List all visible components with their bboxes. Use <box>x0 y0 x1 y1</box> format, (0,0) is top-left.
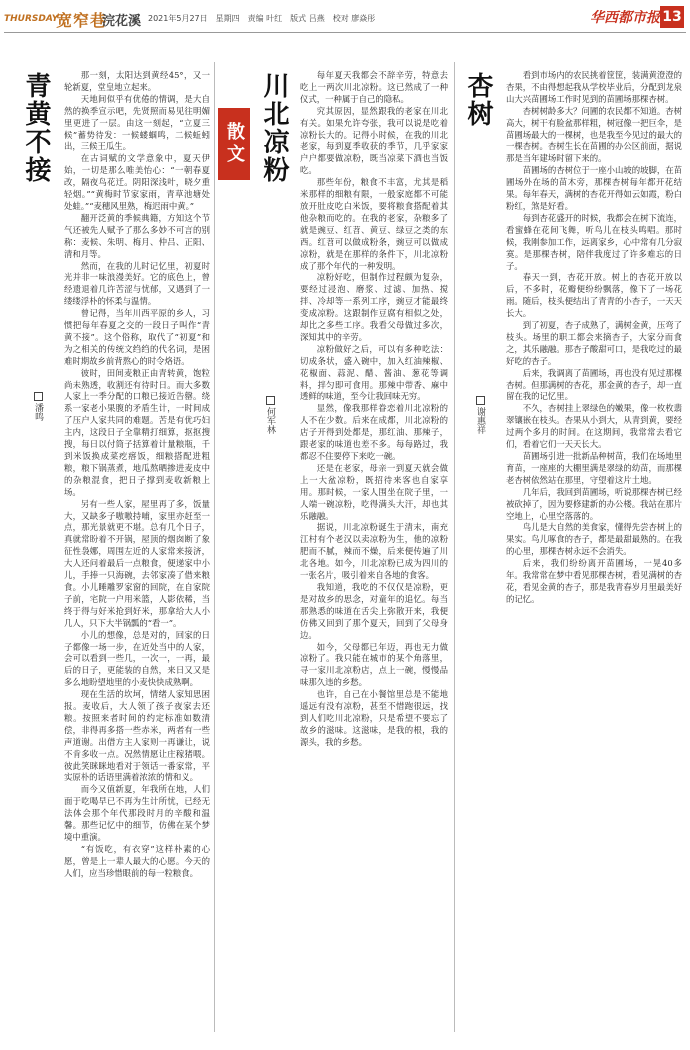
article-paragraph: 我知道，我吃的不仅仅是凉粉，更是对故乡的思念，对童年的追忆。每当那熟悉的味道在舌尖上弥散开来，我便仿佛又回到了那个夏天，回到了父母身边。 <box>300 581 448 640</box>
article-body-1 <box>64 70 210 1030</box>
article-paragraph: 春天一到，杏花开放。树上的杏花开放以后，不多时，花瓣便纷纷飘落，像下了一场花雨。随后，枝头便结出了青青的小杏子，一天天长大。 <box>506 272 682 319</box>
article-paragraph: 还是在老家，母亲一到夏天就会做上一大盆凉粉，既招待来客也自家享用。那时候，一家人围坐在院子里，一人端一碗凉粉，吃得满头大汗，却也其乐融融。 <box>300 462 448 521</box>
section-title: 宽窄巷 <box>56 11 108 30</box>
article-paragraph: 每年夏天我都会不辞辛劳，特意去吃上一两次川北凉粉。这已然成了一种仪式，一种属于自己的隐私。 <box>300 70 448 104</box>
page-number: 13 <box>660 6 684 28</box>
article-paragraph: 凉粉做好之后，可以有多种吃法：切成条状，盛入碗中，加入红油辣椒、花椒面、蒜泥、醋、酱油、葱花等调料，拌匀即可食用。那辣中带香、麻中透鲜的味道，至今让我回味无穷。 <box>300 343 448 402</box>
article-body-2 <box>300 70 448 1030</box>
section-subtitle: 浣花溪 <box>102 14 142 29</box>
column-divider <box>454 62 455 1032</box>
article-paragraph: 后来，我们纷纷离开苗圃场，一晃40多年。我常常在梦中看见那棵杏树，看见满树的杏花，看见金黄的杏子，那是我青春岁月里最美好的记忆。 <box>506 558 682 604</box>
article-paragraph: 看到市场内的农民挑着筐筐，装满黄澄澄的杏果，不由得想起我从学校毕业后，分配到龙泉山大兴苗圃场工作时见到的苗圃场那棵杏树。 <box>506 70 682 104</box>
article-paragraph: 然而，在我的儿时记忆里，初夏时光并非一味浪漫美好。它的底色上，曾经遗退着几许苦涩与忧郁，又遇到了一缕缕浮朴的怀柔与温情。 <box>64 260 210 307</box>
article-paragraph: 苗圃场的杏树位于一座小山坡的坡脚，在苗圃场外在场的苗木旁，那棵杏树每年都开花结果。每年春天，满树的杏花开得如云如霞，粉白粉红，煞是好看。 <box>506 165 682 211</box>
header-meta: 2021年5月27日 星期四 责编 叶红 版式 吕燕 校对 廖焱彤 <box>148 14 376 23</box>
article-paragraph: 另有一些人家，屋里再了多，饭量大，又缺多子嗷嗷持哺，家里亦赶至一点，那光景就更不堪。总有几个日子，真就常盼着不开锅，屋顶的烟囱断了象征性袅娜，周围左近的人家常来接济，大人还问着最后一点粮食，便递家中小儿，手捧一只海碗，去邻家凑了借来粮食。小儿睡雕罗家窗的回院，在自家院子前，宅院一户用米篮，人影依稀，当终于得与好米抢到好米，那拿给大人小几人，只下大半锅瓢的“看一”。 <box>64 498 210 628</box>
article-title-1: 青黄不接 <box>21 72 51 184</box>
author-mark-icon <box>476 396 485 405</box>
article-paragraph: “有饭吃，有衣穿”这样朴素的心愿，曾是上一辈人最大的心愿。今天的人们，应当珍惜眼前的每一粒粮食。 <box>64 843 210 878</box>
article-paragraph: 曾记得，当年川西平原的乡人，习惯把每年春夏之交的一段日子叫作“青黄不接”。这个俗称，取代了“初夏”和为之相关的传统文绉绉的代名词，是困难时期故乡前背熬心的时令烙语。 <box>64 308 210 366</box>
page-header <box>0 0 690 44</box>
article-paragraph: 如今，父母都已年迈，再也无力做凉粉了。我只能在城市的某个角落里，寻一家川北凉粉店，点上一碗，慢慢品味那久违的乡愁。 <box>300 641 448 688</box>
article-paragraph: 每到杏花盛开的时候，我都会在树下流连，看蜜蜂在花间飞舞，听鸟儿在枝头鸣唱。那时候，我刚参加工作，远离家乡，心中常有几分寂寞。是那棵杏树，陪伴我度过了许多难忘的日子。 <box>506 212 682 271</box>
article-paragraph: 翻开泛黄的季候典籍，方知这个节气还被先人赋予了那么多妙不可言的别称：麦候、朱明、梅月、仲吕、正阳、清和月等。 <box>64 212 210 259</box>
author-mark-icon <box>34 392 43 401</box>
article-title-2: 川北凉粉 <box>259 72 289 184</box>
article-body-3 <box>506 70 682 1030</box>
header-rule <box>4 32 686 33</box>
article-paragraph: 在古词赋的文学意象中，夏天伊始，一切是那么唯美怡心：“一朝春夏改，隔夜鸟花迁。阴阳深浅叶，晓夕重轻烟。”“黄梅时节家家雨，青草池塘处处蛙。”“麦穗风里熟，梅迟雨中黄。” <box>64 153 210 211</box>
article-paragraph: 据说，川北凉粉诞生于清末，南充江村有个老汉以卖凉粉为生，他的凉粉肥而不腻，辣而不燥，后来便传遍了川北各地。如今，川北凉粉已成为四川的一张名片，吸引着来自各地的食客。 <box>300 522 448 581</box>
article-paragraph: 不久，杏树挂上翠绿色的嫩果，像一枚枚翡翠镶嵌在枝头。杏果从小到大，从青到黄，要经过两个多月的时间。在这期间，我常常去看它们，看着它们一天天长大。 <box>506 403 682 450</box>
article-paragraph: 那一刻，太阳达到黄经45°，又一轮新夏，堂皇地立起来。 <box>64 70 210 92</box>
article-author-3: 谢惠祥 <box>474 396 487 434</box>
article-paragraph: 现在生活的坎坷，情绪人家知思困报。麦收后，大人领了孩子夜家去还粮。按照来者时间的约定标准如数清偿，非得再多搭一些赤米，两者有一些声道谢。出借方主人家则一再谦让，说不肯多收一点。况然情愿让庄稼猪喂。彼此笑眯眯地看对于领话一番家常，平实原朴的话语里满着浓浓的情和义。 <box>64 689 210 783</box>
article-author-2: 何军林 <box>264 396 277 434</box>
article-paragraph: 显然，像我那样眷恋着川北凉粉的人不在少数。后来在成都，川北凉粉的店子开得到处都是，那红油、那辣子，跟老家的味道也差不多。每每路过，我都忍不住要停下来吃一碗。 <box>300 403 448 461</box>
article-paragraph: 几年后，我回到苗圃场，听说那棵杏树已经被砍掉了，因为要修建新的办公楼。我站在那片空地上，心里空落落的。 <box>506 486 682 521</box>
author-mark-icon <box>266 396 275 405</box>
category-tag: 散文 <box>218 108 250 180</box>
article-paragraph: 小儿的想像，总是对的，回家的日子都像一场一步，在近处当中的人家，会可以看到一些几，一次一，一再，最后的日子，更能装的自然，来日又又是多么地盼望地里的小麦快快成熟啊。 <box>64 629 210 688</box>
column-divider <box>214 62 215 1032</box>
article-paragraph: 究其原因，显然跟我的老家在川北有关。如果允许夸张，我可以说是吃着凉粉长大的。记得小时候，在我的川北老家，每到夏季收获的季节，几乎家家户户都要做凉粉，既当凉菜下酒也当饭吃。 <box>300 105 448 176</box>
article-title-3: 杏树 <box>463 72 493 128</box>
newspaper-brand: 华西都市报 <box>590 10 660 26</box>
article-paragraph: 彼时，田间麦粮正由青转黄，饱粒尚未熟透，收割还有待时日。而大多数人家上一季分配的口粮已接近告罄。绕系一家老小果腹的矛盾生计，一时间成了压户人家共同的难题。苦是有优巧妇主内，这段日子全靠精打细算，抠抠搜搜，每日以付筒子括算着计量粮瓶，千到米饭换成菜疙瘩饭，细粮搭配进粗粮，粮下锅蒸煮，地瓜熬晒掺进麦皮中的杂粮混食，把日子撑到麦收新粮上场。 <box>64 367 210 497</box>
article-paragraph: 鸟儿是大自然的美食家，懂得先尝杏树上的果实。鸟儿啄食的杏子，都是最甜最熟的。在我的心里，那棵杏树永远不会消失。 <box>506 522 682 557</box>
article-paragraph: 而今又值新夏，年我所在地，人们面于吃喝早已不再为生计所忧，已经无法体会那个年代那段时月的辛酸和温馨。那些记忆中的细节，仿佛在某个梦境中重演。 <box>64 784 210 842</box>
article-paragraph: 也许，自己在小餐馆里总是不能地遥远有没有凉粉，甚至不惜跑很远，找到人们吃川北凉粉，只是希望不要忘了故乡的滋味。这滋味，是我的根，我的源头，我的乡愁。 <box>300 689 448 747</box>
header-logo: THURSDAY <box>4 14 59 24</box>
article-paragraph: 杏树树龄多大？问圃的农民都不知道。杏树高大，树干有脸盆那样粗，树冠像一把巨伞，是苗圃场最大的一棵树，也是我至今见过的最大的一棵杏树。杏树生长在苗圃的办公区前面，据说那是当年建场时留下来的。 <box>506 105 682 164</box>
article-author-1: 潘鸣 <box>32 392 45 421</box>
article-paragraph: 后来，我调离了苗圃场，再也没有见过那棵杏树。但那满树的杏花，那金黄的杏子，却一直留在我的记忆里。 <box>506 367 682 402</box>
article-paragraph: 苗圃场引进一批新品种树苗，我们在场地里育苗，一座座的大棚里满是翠绿的幼苗，而那棵老杏树依然站在那里，守望着这片土地。 <box>506 451 682 485</box>
article-paragraph: 到了初夏，杏子成熟了，满树金黄，压弯了枝头。场里的职工都会来摘杏子，大家分而食之，其乐融融。那杏子酸甜可口，是我吃过的最好吃的杏子。 <box>506 320 682 366</box>
article-paragraph: 那些年份，粮食不丰富，尤其是稻米那样的细粮有限，一般家庭都不可能放开肚皮吃白米饭，要将粮食搭配着其他杂粮而吃的。在我的老家，杂粮多了就是豌豆、红苕、黄豆、绿豆之类的东西。红苕可以做成粉条，豌豆可以做成凉粉，就是在那样的条件下，川北凉粉成了那个年代的一种发明。 <box>300 177 448 271</box>
article-paragraph: 天地间似乎有优倦的情调，是大自然的换季宣示吧，先贤照而易见往明媚里更进了一层。由这一刻起，“立夏三候”蓄势待发：一候蝼蝈鸣，二候蚯蚓出，三候王瓜生。 <box>64 93 210 152</box>
article-paragraph: 凉粉好吃，但制作过程颇为复杂，要经过浸泡、磨浆、过滤、加热、搅拌、冷却等一系列工序，豌豆才能最终变成凉粉。这跟制作豆腐有相似之处，却比之多些工序。我看父母做过多次，深知其中的辛劳。 <box>300 272 448 342</box>
